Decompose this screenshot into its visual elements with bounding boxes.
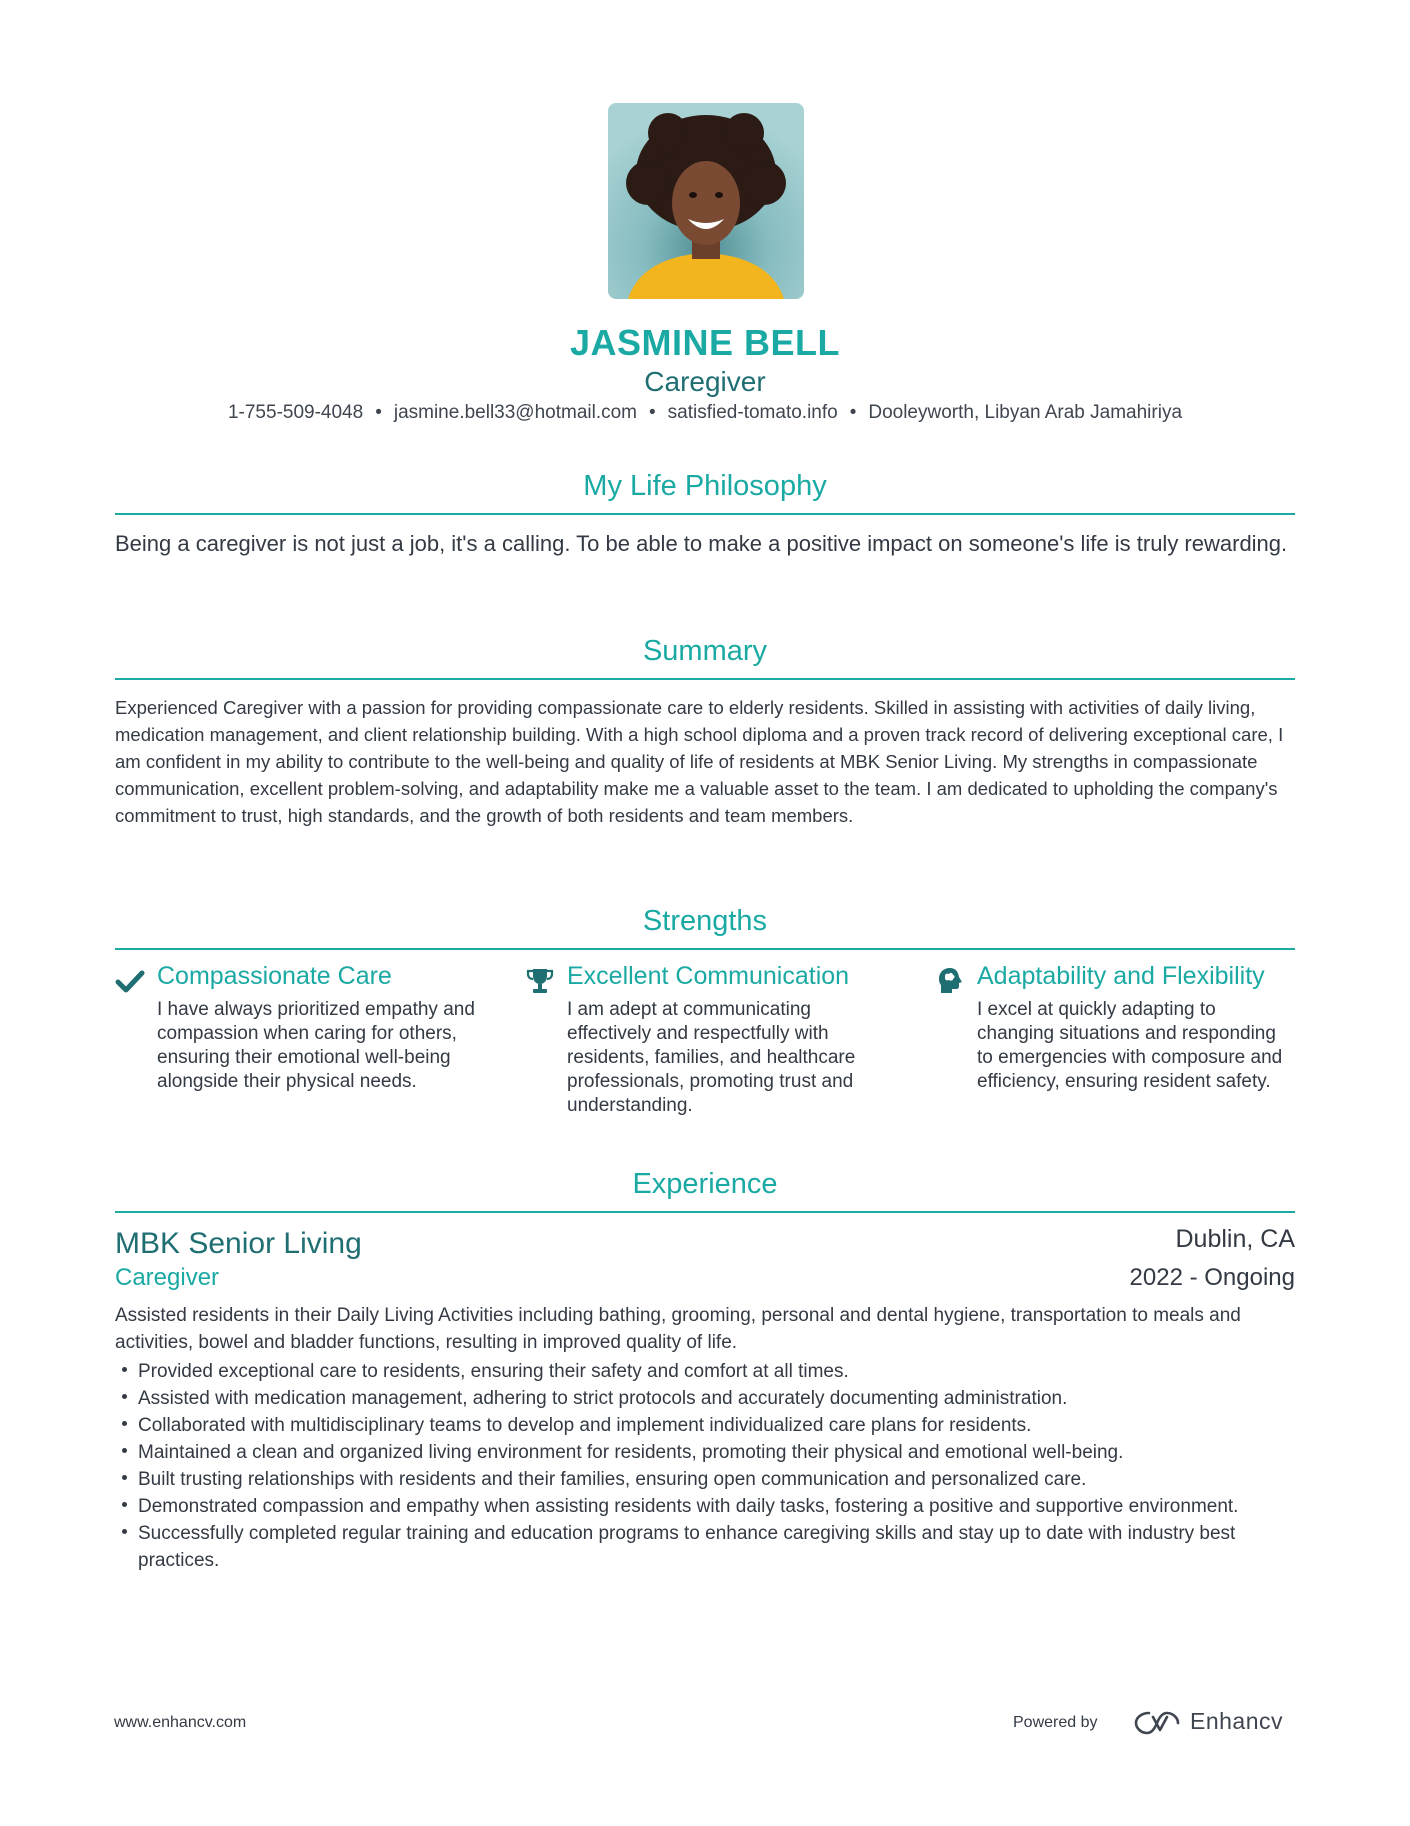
- contact-phone[interactable]: 1-755-509-4048: [227, 402, 364, 423]
- list-item: Successfully completed regular training and education programs to enhance caregiving skills and stay up to date with industry best practices.: [115, 1520, 1305, 1574]
- list-item: Assisted with medication management, adhering to strict protocols and accurately documenting administration.: [115, 1385, 1305, 1412]
- list-item: Maintained a clean and organized living environment for residents, promoting their physical and emotional well-being.: [115, 1439, 1305, 1466]
- strength-title: Adaptability and Flexibility: [977, 962, 1265, 990]
- job-bullet-list: [115, 1358, 1305, 1574]
- list-item: Collaborated with multidisciplinary teams to develop and implement individualized care plans for residents.: [115, 1412, 1305, 1439]
- section-divider: [115, 1211, 1295, 1213]
- contact-location: Dooleyworth, Libyan Arab Jamahiriya: [868, 402, 1183, 423]
- checkmark-icon: [115, 966, 145, 996]
- profile-photo-illustration: [608, 103, 804, 299]
- brain-head-icon: [935, 966, 965, 996]
- strength-description: I have always prioritized empathy and compassion when caring for others, ensuring their emotional well-being alongside their physical needs.: [157, 999, 475, 1092]
- enhancv-logo-icon: [1133, 1708, 1173, 1738]
- job-role: Caregiver: [115, 1264, 220, 1291]
- footer-powered-by: Powered by: [1013, 1714, 1098, 1731]
- summary-text: Experienced Caregiver with a passion for providing compassionate care to elderly residents. Skilled in assisting with activities of daily living, medication management, and client relationship building. With a high school diploma and a proven track record of delivering exceptional care, I am confident in my ability to contribute to the well-being and quality of life of residents at MBK Senior Living. My strengths in compassionate communication, excellent problem-solving, and adaptability make me a valuable asset to the team. I am dedicated to upholding the company's commitment to trust, high standards, and the growth of both residents and team members.: [115, 697, 1284, 826]
- strength-title: Excellent Communication: [567, 962, 850, 990]
- footer-brand-name[interactable]: Enhancv: [1190, 1708, 1284, 1734]
- trophy-icon: [525, 966, 555, 996]
- list-item: Demonstrated compassion and empathy when assisting residents with daily tasks, fostering a positive and supportive environment.: [115, 1493, 1305, 1520]
- separator-dot: •: [649, 402, 656, 423]
- footer-website[interactable]: www.enhancv.com: [114, 1714, 247, 1731]
- philosophy-text: Being a caregiver is not just a job, it's a calling. To be able to make a positive impact on someone's life is truly rewarding.: [115, 531, 1288, 556]
- contact-website[interactable]: satisfied-tomato.info: [667, 402, 838, 423]
- profile-photo: [608, 103, 804, 299]
- section-divider: [115, 678, 1295, 680]
- contact-email[interactable]: jasmine.bell33@hotmail.com: [393, 402, 638, 423]
- job-location: Dublin, CA: [1175, 1225, 1295, 1253]
- job-description: Assisted residents in their Daily Living Activities including bathing, grooming, personal and dental hygiene, transportation to meals and activities, bowel and bladder functions, resulting in improved quality of life.: [115, 1305, 1241, 1353]
- list-item: Provided exceptional care to residents, ensuring their safety and comfort at all times.: [115, 1358, 1305, 1385]
- list-item: Built trusting relationships with residents and their families, ensuring open communication and personalized care.: [115, 1466, 1305, 1493]
- section-title-experience: Experience: [632, 1168, 778, 1200]
- section-title-philosophy: My Life Philosophy: [583, 470, 827, 502]
- strength-title: Compassionate Care: [157, 962, 392, 990]
- section-divider: [115, 948, 1295, 950]
- section-title-strengths: Strengths: [642, 905, 768, 937]
- job-dates: 2022 - Ongoing: [1129, 1264, 1295, 1291]
- separator-dot: •: [849, 402, 857, 423]
- section-divider: [115, 513, 1295, 515]
- contact-line: [0, 402, 1410, 424]
- separator-dot: •: [375, 402, 382, 423]
- strength-description: I am adept at communicating effectively and respectfully with residents, families, and healthcare professionals, promoting trust and understanding.: [567, 999, 856, 1116]
- company-name: MBK Senior Living: [115, 1227, 362, 1260]
- strength-description: I excel at quickly adapting to changing situations and responding to emergencies with composure and efficiency, ensuring resident safety.: [977, 999, 1283, 1092]
- candidate-title: Caregiver: [644, 366, 766, 397]
- candidate-name: JASMINE BELL: [569, 322, 841, 363]
- section-title-summary: Summary: [642, 635, 768, 667]
